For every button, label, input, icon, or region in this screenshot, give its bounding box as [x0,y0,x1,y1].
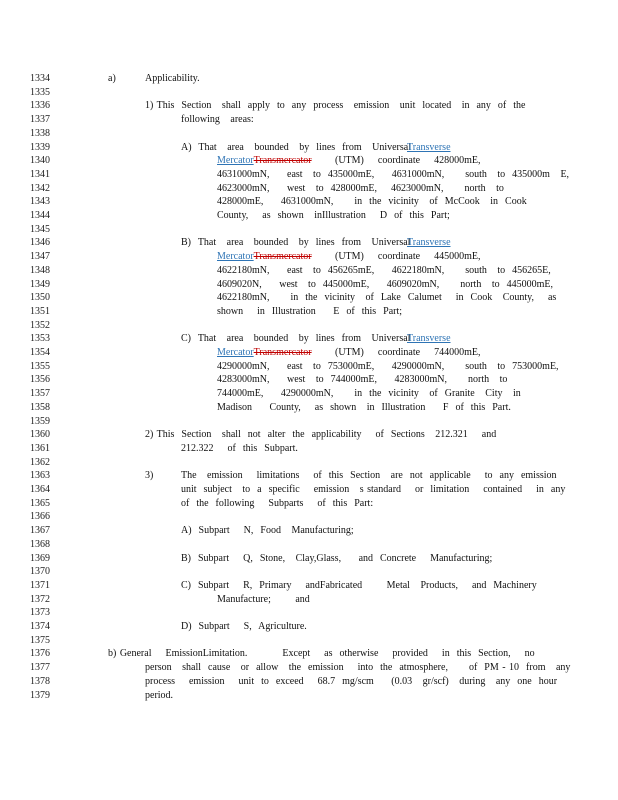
area-c-line1: C) That area bounded by lines from Universal Transverse [181,333,451,345]
deleted-text: Transmercator [253,155,312,167]
line-number: 1350 [30,292,50,304]
inserted-text: Mercator [217,347,254,358]
paragraph-a3-line2: unit subject to a specific emission s standard or limitation contained in any [181,484,566,495]
section-b-line4: period. [145,689,174,701]
area-c-line4: 4283000mN, west to 744000mE, 4283000mN, north to [217,374,508,386]
line-number: 1372 [30,593,50,605]
area-b-line4: 4609020N, west to 445000mE, 4609020mN, north to 445000mE, [217,278,553,290]
area-a-line1: A) That area bounded by lines from Universal Transverse [181,141,451,153]
inserted-text: Transverse [407,141,451,153]
line-number: 1364 [30,484,50,495]
line-number: 1373 [30,607,50,619]
line-number: 1377 [30,662,50,674]
subpart-c-line2: Manufacture; and [217,593,310,605]
subpart-c-line1: C) Subpart R, Primary andFabricated Metal Products, and Machinery [181,579,537,591]
section-a-label: a) [108,73,116,84]
line-number: 1365 [30,497,50,509]
line-number: 1358 [30,401,50,413]
area-a-line3: 4631000mN, east to 435000mE, 4631000mN, south to 435000m E, [217,168,570,180]
line-number: 1344 [30,210,50,221]
paragraph-a2-line2: 212.322 of this Subpart. [181,442,298,454]
inserted-text: Transverse [407,333,451,345]
paragraph-a2-line1: 2) This Section shall not alter the applicability of Sections 212.321 and [145,429,497,441]
line-number: 1342 [30,182,50,194]
area-a-line5: 428000mE, 4631000mN, in the vicinity of McCook in Cook [217,196,527,208]
inserted-text: Mercator [217,155,254,167]
line-number: 1356 [30,374,50,386]
line-number: 1371 [30,579,50,591]
deleted-text: Transmercator [253,347,312,358]
line-number: 1354 [30,347,50,358]
line-number: 1367 [30,525,50,537]
line-number: 1336 [30,100,50,112]
line-number: 1337 [30,114,50,126]
area-a-line4: 4623000mN, west to 428000mE, 4623000mN, north to [217,182,504,194]
subpart-b: B) Subpart Q, Stone, Clay,Glass, and Concrete Manufacturing; [181,552,493,564]
line-number: 1374 [30,621,50,632]
line-number: 1378 [30,675,50,687]
line-number: 1353 [30,333,50,345]
area-b-line6: shown in Illustration E of this Part; [217,305,403,317]
area-c-line3: 4290000mN, east to 753000mE, 4290000mN, south to 753000mE, [217,360,559,372]
area-c-line6: Madison County, as shown in Illustration F of this Part. [217,401,511,413]
line-number: 1376 [30,648,50,660]
section-b-line1: b) General EmissionLimitation. Except as otherwise provided in this Section, no [108,648,535,660]
line-number: 1349 [30,278,50,290]
line-number: 1339 [30,141,50,153]
line-number: 1352 [30,319,50,331]
line-number: 1345 [30,223,50,235]
paragraph-a3-line3: of the following Subparts of this Part: [181,497,374,509]
line-number: 1369 [30,552,50,564]
section-b-line2: person shall cause or allow the emission into the atmosphere, of PM - 10 from any [145,662,571,674]
line-number: 1351 [30,305,50,317]
line-number: 1338 [30,127,50,139]
paragraph-a1-line2: following areas: [181,114,254,126]
inserted-text: Mercator [217,251,254,263]
inserted-text: Transverse [407,237,451,249]
line-number: 1368 [30,538,50,550]
line-number: 1363 [30,470,50,482]
area-a-line6: County, as shown inIllustration D of this Part; [217,210,450,221]
line-number: 1357 [30,388,50,400]
area-b-line2: MercatorTransmercator (UTM) coordinate 445000mE, [217,251,481,263]
deleted-text: Transmercator [253,251,312,263]
area-a-line2: MercatorTransmercator (UTM) coordinate 428000mE, [217,155,481,167]
line-number: 1346 [30,237,50,249]
subpart-a: A) Subpart N, Food Manufacturing; [181,525,354,537]
line-number: 1334 [30,73,50,84]
paragraph-a3-line1: 3) The emission limitations of this Section are not applicable to any emission [145,470,557,482]
line-number: 1340 [30,155,50,167]
area-b-line3: 4622180mN, east to 456265mE, 4622180mN, south to 456265E, [217,264,551,276]
section-b-line3: process emission unit to exceed 68.7 mg/scm (0.03 gr/scf) during any one hour [145,675,558,687]
subpart-d: D) Subpart S, Agriculture. [181,621,307,632]
line-number: 1355 [30,360,50,372]
paragraph-a1-line1: 1) This Section shall apply to any process emission unit located in any of the [145,100,526,112]
area-c-line2: MercatorTransmercator (UTM) coordinate 744000mE, [217,347,481,358]
area-b-line5: 4622180mN, in the vicinity of Lake Calumet in Cook County, as [217,292,557,304]
line-number: 1359 [30,415,50,427]
line-number: 1375 [30,634,50,646]
line-number: 1341 [30,168,50,180]
line-number: 1370 [30,566,50,578]
line-number: 1343 [30,196,50,208]
section-a-title: Applicability. [145,73,200,84]
line-number: 1362 [30,456,50,468]
line-number: 1335 [30,86,50,98]
area-c-line5: 744000mE, 4290000mN, in the vicinity of Granite City in [217,388,521,400]
area-b-line1: B) That area bounded by lines from Universal Transverse [181,237,451,249]
line-number: 1360 [30,429,50,441]
section-a-heading [0,72,618,86]
line-number: 1348 [30,264,50,276]
line-number: 1361 [30,442,50,454]
line-number: 1347 [30,251,50,263]
line-number: 1379 [30,689,50,701]
line-number: 1366 [30,511,50,523]
